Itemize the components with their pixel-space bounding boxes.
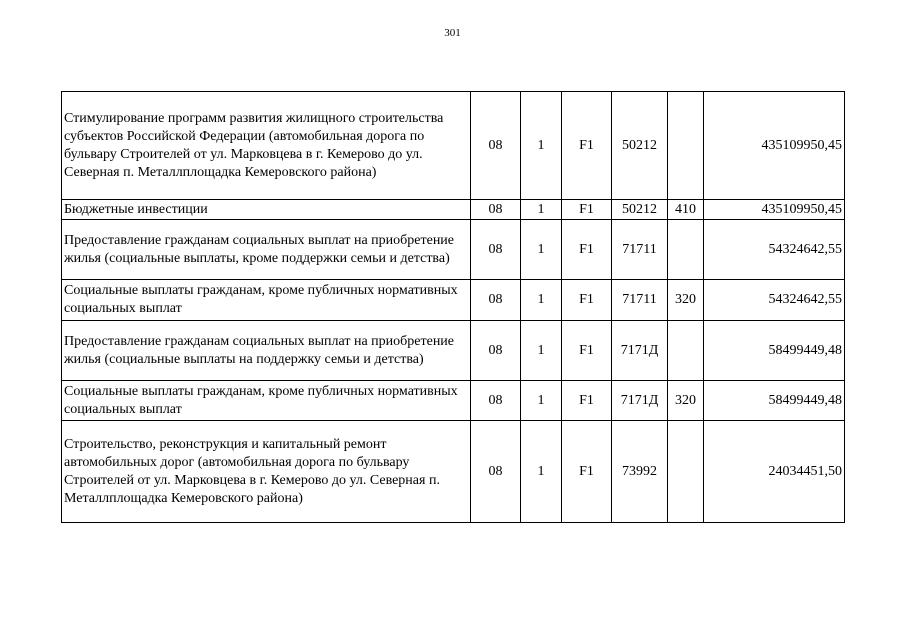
table-row	[62, 381, 845, 421]
section-cell: 08	[471, 92, 521, 200]
table-row	[62, 321, 845, 381]
row-name-cell: Предоставление гражданам социальных выплат на приобретение жилья (социальные выплаты на поддержку семьи и детства)	[62, 321, 471, 381]
row-name-cell: Стимулирование программ развития жилищного строительства субъектов Российской Федерации (автомобильная дорога по бульвару Строителей от ул. Марковцева в г. Кемерово до ул. Северная п. Металлплощадка Кемеровского района)	[62, 92, 471, 200]
subsection-cell: 1	[521, 381, 562, 421]
section-cell: 08	[471, 200, 521, 220]
subsection-cell: 1	[521, 421, 562, 523]
amount-cell: 435109950,45	[704, 200, 845, 220]
row-name-cell: Социальные выплаты гражданам, кроме публичных нормативных социальных выплат	[62, 381, 471, 421]
program-cell: F1	[562, 421, 612, 523]
expense-type-cell: 320	[668, 381, 704, 421]
expense-type-cell	[668, 220, 704, 280]
program-cell: F1	[562, 220, 612, 280]
amount-cell: 54324642,55	[704, 220, 845, 280]
code-cell: 71711	[612, 280, 668, 321]
code-cell: 7171Д	[612, 381, 668, 421]
subsection-cell: 1	[521, 200, 562, 220]
table-row	[62, 92, 845, 200]
code-cell: 71711	[612, 220, 668, 280]
program-cell: F1	[562, 200, 612, 220]
subsection-cell: 1	[521, 280, 562, 321]
section-cell: 08	[471, 321, 521, 381]
amount-cell: 54324642,55	[704, 280, 845, 321]
page-number: 301	[444, 27, 461, 39]
row-name-cell: Предоставление гражданам социальных выплат на приобретение жилья (социальные выплаты, кроме поддержки семьи и детства)	[62, 220, 471, 280]
amount-cell: 58499449,48	[704, 381, 845, 421]
expense-type-cell	[668, 92, 704, 200]
code-cell: 50212	[612, 200, 668, 220]
table-row	[62, 280, 845, 321]
program-cell: F1	[562, 92, 612, 200]
table-row	[62, 220, 845, 280]
row-name-cell: Социальные выплаты гражданам, кроме публичных нормативных социальных выплат	[62, 280, 471, 321]
table-row	[62, 421, 845, 523]
section-cell: 08	[471, 220, 521, 280]
subsection-cell: 1	[521, 92, 562, 200]
program-cell: F1	[562, 280, 612, 321]
program-cell: F1	[562, 321, 612, 381]
code-cell: 50212	[612, 92, 668, 200]
section-cell: 08	[471, 421, 521, 523]
section-cell: 08	[471, 381, 521, 421]
row-name-cell: Бюджетные инвестиции	[62, 200, 471, 220]
amount-cell: 58499449,48	[704, 321, 845, 381]
expense-type-cell: 320	[668, 280, 704, 321]
code-cell: 73992	[612, 421, 668, 523]
expense-type-cell	[668, 321, 704, 381]
row-name-cell: Строительство, реконструкция и капитальный ремонт автомобильных дорог (автомобильная дорога по бульвару Строителей от ул. Марковцева в г. Кемерово до ул. Северная п. Металлплощадка Кемеровского района)	[62, 421, 471, 523]
program-cell: F1	[562, 381, 612, 421]
expense-type-cell	[668, 421, 704, 523]
amount-cell: 435109950,45	[704, 92, 845, 200]
subsection-cell: 1	[521, 321, 562, 381]
expense-type-cell: 410	[668, 200, 704, 220]
budget-table	[61, 91, 845, 523]
subsection-cell: 1	[521, 220, 562, 280]
code-cell: 7171Д	[612, 321, 668, 381]
section-cell: 08	[471, 280, 521, 321]
amount-cell: 24034451,50	[704, 421, 845, 523]
table-row	[62, 200, 845, 220]
